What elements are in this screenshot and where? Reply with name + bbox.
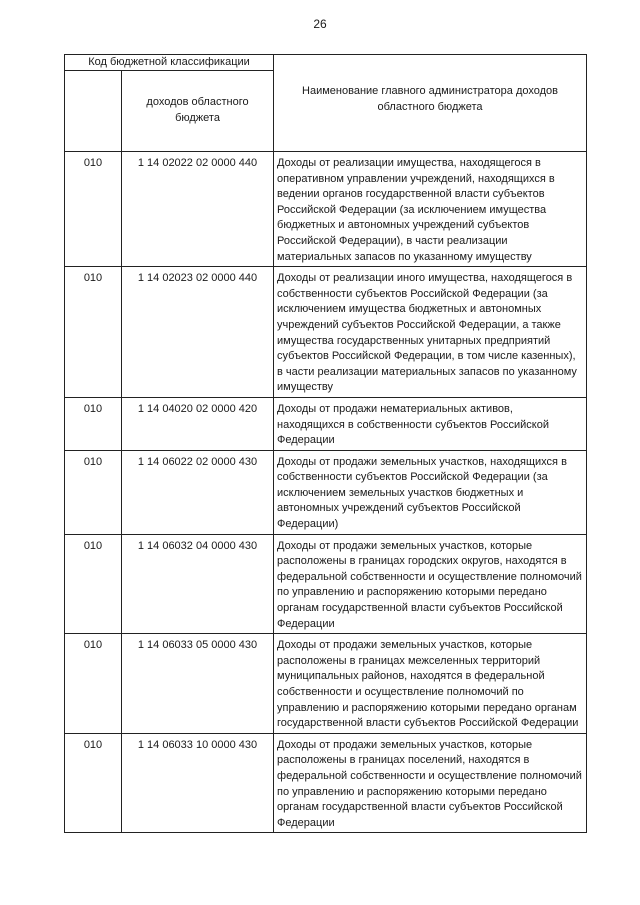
table-row — [65, 733, 587, 833]
income-code: 1 14 04020 02 0000 420 — [122, 397, 274, 450]
admin-code: 010 — [65, 534, 122, 634]
income-code: 1 14 02023 02 0000 440 — [122, 267, 274, 398]
income-name: Доходы от продажи земельных участков, находящихся в собственности субъектов Российской Федерации (за исключением земельных участков бюджетных и автономных учреждений субъектов Российской Федерации) — [274, 450, 587, 534]
table-row — [65, 397, 587, 450]
income-name: Доходы от продажи земельных участков, которые расположены в границах городских округов, находятся в федеральной собственности и осуществление полномочий по управлению и распоряжению которыми передано органам государственной власти субъектов Российской Федерации — [274, 534, 587, 634]
header-income-code: доходов областного бюджета — [146, 96, 249, 124]
admin-code: 010 — [65, 634, 122, 734]
admin-code: 010 — [65, 733, 122, 833]
header-admin-code-cell — [65, 71, 122, 152]
income-code: 1 14 02022 02 0000 440 — [122, 152, 274, 267]
table-row — [65, 450, 587, 534]
income-code: 1 14 06033 10 0000 430 — [122, 733, 274, 833]
header-income-code-cell — [122, 71, 274, 152]
income-code: 1 14 06032 04 0000 430 — [122, 534, 274, 634]
income-name: Доходы от продажи земельных участков, которые расположены в границах поселений, находятся в федеральной собственности и осуществление полномочий по управлению и распоряжению которыми передано органам государственной власти субъектов Российской Федерации — [274, 733, 587, 833]
income-code: 1 14 06033 05 0000 430 — [122, 634, 274, 734]
income-name: Доходы от продажи земельных участков, которые расположены в границах межселенных территорий муниципальных районов, находятся в федеральной собственности и осуществление полномочий по управлению и распоряжению которыми передано органам государственной власти субъектов Российской Федерации — [274, 634, 587, 734]
table-row — [65, 634, 587, 734]
income-name: Доходы от реализации имущества, находящегося в оперативном управлении учреждений, находящихся в ведении органов государственной власти субъектов Российской Федерации (за исключением имущества бюджетных и автономных учреждений субъектов Российской Федерации), в части реализации материальных запасов по указанному имуществу — [274, 152, 587, 267]
admin-code: 010 — [65, 267, 122, 398]
income-name: Доходы от реализации иного имущества, находящегося в собственности субъектов Российской Федерации (за исключением имущества бюджетных и автономных учреждений субъектов Российской Федерации, а также имущества государственных унитарных предприятий субъектов Российской Федерации, в том числе казенных), в части реализации материальных запасов по указанному имуществу — [274, 267, 587, 398]
table-row — [65, 534, 587, 634]
admin-code: 010 — [65, 397, 122, 450]
income-name: Доходы от продажи нематериальных активов, находящихся в собственности субъектов Российской Федерации — [274, 397, 587, 450]
budget-classification-table — [64, 54, 587, 833]
table-header-row — [65, 55, 587, 71]
header-admin-name: Наименование главного администратора доходов областного бюджета — [302, 85, 558, 113]
page-number: 26 — [313, 17, 327, 31]
header-admin-name-cell — [274, 55, 587, 152]
table-row — [65, 267, 587, 398]
admin-code: 010 — [65, 450, 122, 534]
header-budget-classification-code: Код бюджетной классификации — [65, 55, 274, 71]
admin-code: 010 — [65, 152, 122, 267]
income-code: 1 14 06022 02 0000 430 — [122, 450, 274, 534]
table-row — [65, 152, 587, 267]
